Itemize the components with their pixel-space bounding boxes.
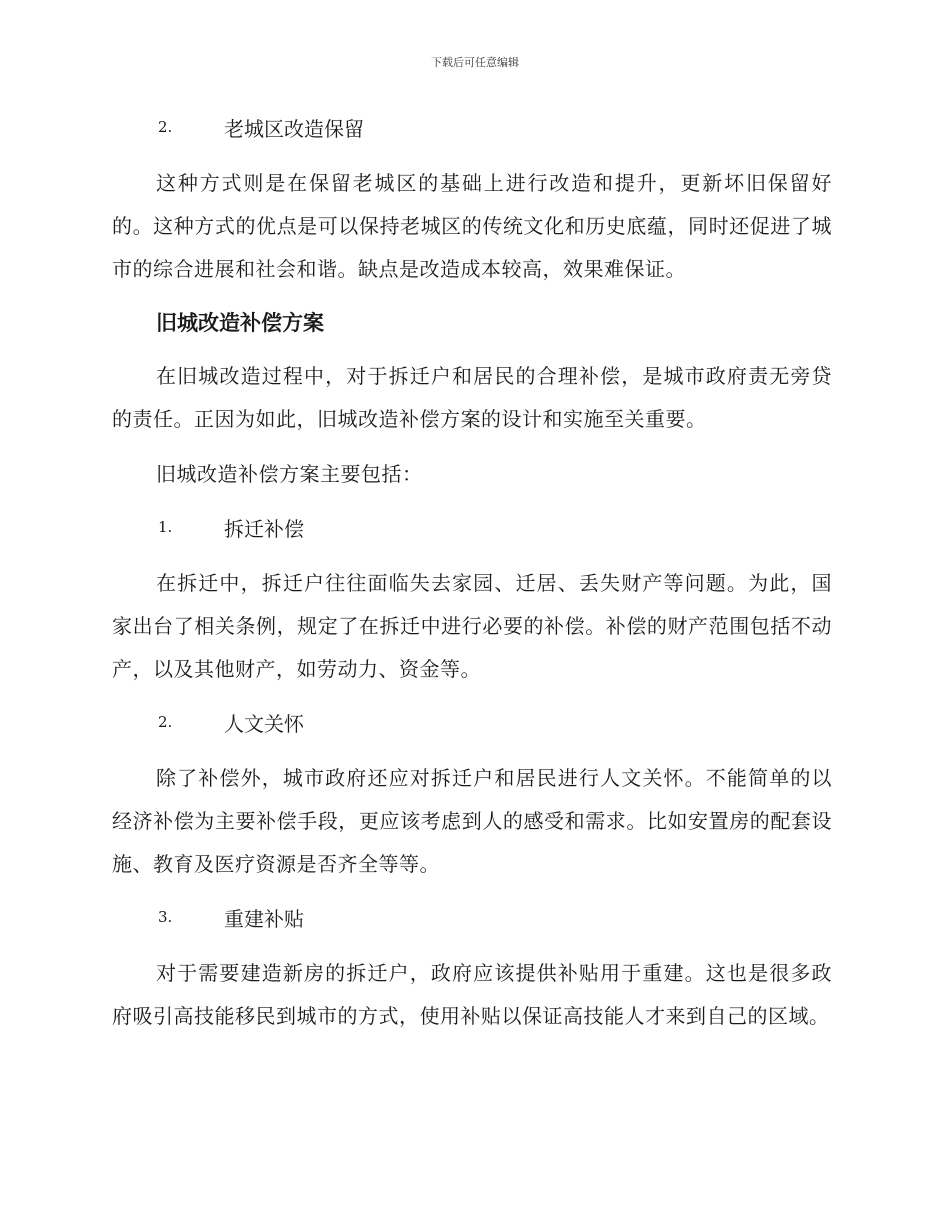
list-number: 1. bbox=[158, 518, 173, 536]
section-heading: 旧城改造补偿方案 bbox=[156, 311, 324, 335]
list-label: 人文关怀 bbox=[224, 711, 304, 736]
document-body bbox=[112, 108, 832, 1038]
paragraph-rebuild: 对于需要建造新房的拆迁户，政府应该提供补贴用于重建。这也是很多政府吸引高技能移民到城市的方式，使用补贴以保证高技能人才来到自己的区域。 bbox=[112, 961, 832, 1028]
list-number: 2. bbox=[158, 713, 173, 731]
paragraph-humanistic: 除了补偿外，城市政府还应对拆迁户和居民进行人文关怀。不能简单的以经济补偿为主要补偿手段，更应该考虑到人的感受和需求。比如安置房的配套设施、教育及医疗资源是否齐全等等。 bbox=[112, 766, 832, 876]
list-label: 重建补贴 bbox=[224, 906, 304, 931]
list-item-humanistic bbox=[112, 703, 832, 741]
list-item-old-city bbox=[112, 108, 832, 146]
list-number: 3. bbox=[158, 908, 173, 926]
list-item-demolition bbox=[112, 508, 832, 546]
list-label: 拆迁补偿 bbox=[224, 516, 304, 541]
list-number: 2. bbox=[158, 118, 173, 136]
paragraph-includes: 旧城改造补偿方案主要包括： bbox=[156, 462, 423, 486]
paragraph-demolition: 在拆迁中，拆迁户往往面临失去家园、迁居、丢失财产等问题。为此，国家出台了相关条例，规定了在拆迁中进行必要的补偿。补偿的财产范围包括不动产，以及其他财产，如劳动力、资金等。 bbox=[112, 571, 832, 681]
paragraph-intro: 在旧城改造过程中，对于拆迁户和居民的合理补偿，是城市政府责无旁贷的责任。正因为如此，旧城改造补偿方案的设计和实施至关重要。 bbox=[112, 364, 832, 431]
page-header: 下载后可任意编辑 bbox=[431, 56, 519, 69]
list-item-rebuild bbox=[112, 898, 832, 936]
paragraph-old-city: 这种方式则是在保留老城区的基础上进行改造和提升，更新坏旧保留好的。这种方式的优点是可以保持老城区的传统文化和历史底蕴，同时还促进了城市的综合进展和社会和谐。缺点是改造成本较高，效果难保证。 bbox=[112, 171, 832, 281]
list-label: 老城区改造保留 bbox=[224, 116, 364, 141]
